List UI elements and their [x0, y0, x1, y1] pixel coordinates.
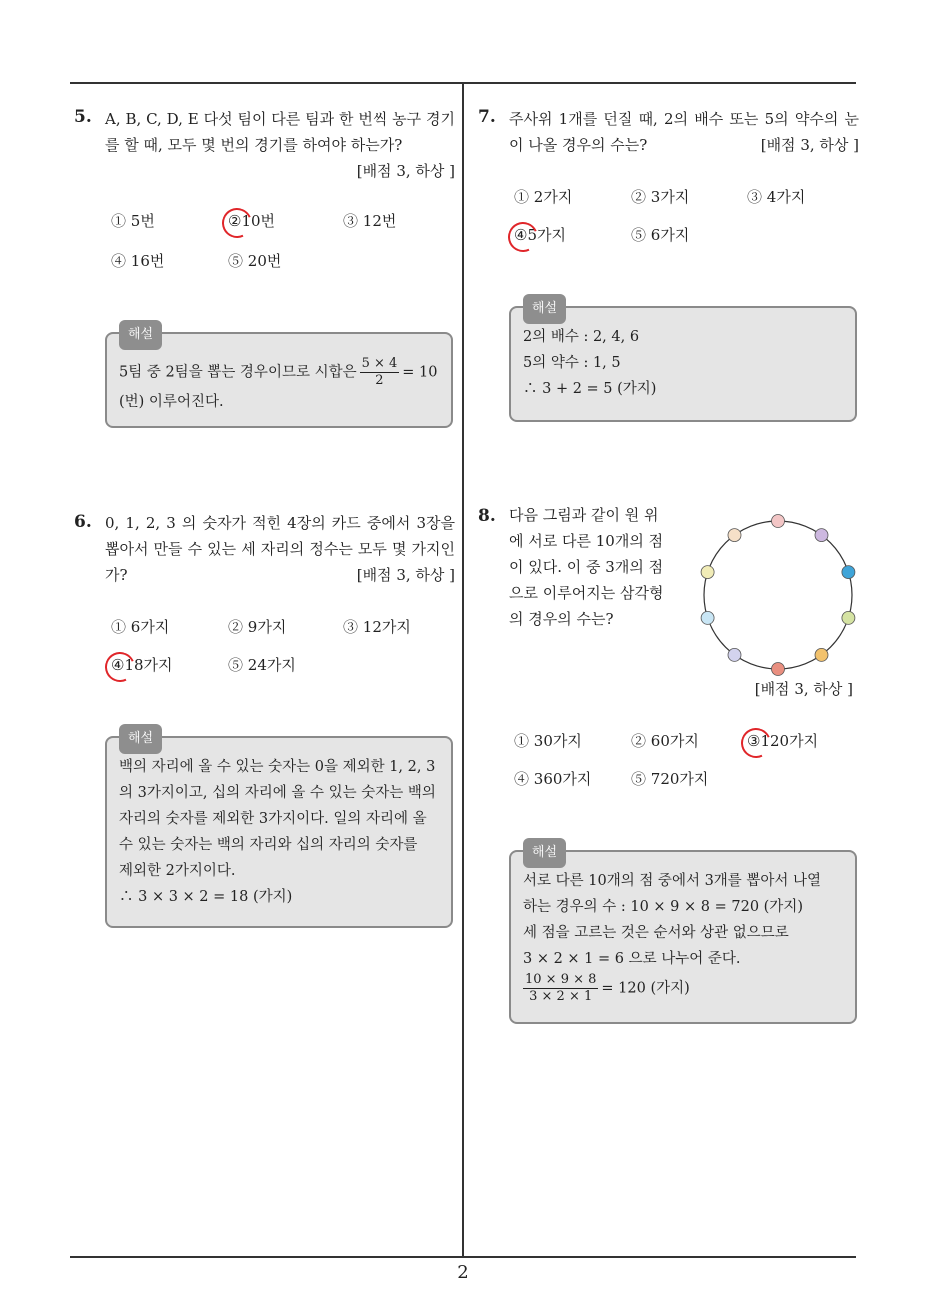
- choice-5[interactable]: ⑤ 24가지: [228, 656, 296, 674]
- choice-3[interactable]: ③ 12가지: [343, 618, 411, 636]
- question-number: 6.: [74, 512, 92, 532]
- circle-point: [842, 611, 855, 624]
- answer-circle-mark: [101, 648, 139, 686]
- solution-tab: 해설: [523, 294, 566, 324]
- answer-circle-mark: [504, 218, 542, 256]
- circle-point: [701, 611, 714, 624]
- score-meta: [배점 3, 하상 ]: [356, 566, 455, 584]
- bottom-rule: [70, 1256, 856, 1258]
- choice-5[interactable]: ⑤ 6가지: [631, 226, 690, 244]
- choice-3[interactable]: ③ 4가지: [747, 188, 806, 206]
- solution-tab: 해설: [119, 320, 162, 350]
- column-divider: [462, 82, 464, 1257]
- choice-5[interactable]: ⑤ 20번: [228, 252, 282, 270]
- circle-diagram: [693, 510, 863, 680]
- circle-point: [701, 566, 714, 579]
- choice-4[interactable]: ④ 360가지: [514, 770, 592, 788]
- choice-1[interactable]: ① 6가지: [111, 618, 170, 636]
- solution-box: 해설 5팀 중 2팀을 뽑는 경우이므로 시합은 $\frac{5 \times 4}{2}$ = 10 (번) 이루어진다.: [105, 332, 453, 428]
- choice-4[interactable]: ④18가지: [111, 654, 173, 675]
- choice-4[interactable]: ④5가지: [514, 224, 566, 245]
- circle-point: [728, 529, 741, 542]
- solution-box: 해설 백의 자리에 올 수 있는 숫자는 0을 제외한 1, 2, 3 의 3가지이고, 십의 자리에 올 수 있는 숫자는 백의 자리의 숫자를 제외한 3가지이다. 일의 자리에 올 수 있는 숫자는 백의 자리와 십의 자리의 숫자를 제외한 2가지이다. ∴ 3 × 3 × 2 = 18 (가지): [105, 736, 453, 928]
- question-number: 5.: [74, 107, 92, 127]
- question-text: A, B, C, D, E 다섯 팀이 다른 팀과 한 번씩 농구 경기를 할 때, 모두 몇 번의 경기를 하여야 하는가?: [105, 110, 455, 154]
- circle-point: [728, 648, 741, 661]
- page-number: 2: [457, 1262, 469, 1283]
- choice-5[interactable]: ⑤ 720가지: [631, 770, 709, 788]
- score-meta: [배점 3, 하상 ]: [760, 136, 859, 154]
- choice-2[interactable]: ② 3가지: [631, 188, 690, 206]
- score-meta: [배점 3, 하상 ]: [356, 162, 455, 180]
- question-text: 0, 1, 2, 3 의 숫자가 적힌 4장의 카드 중에서 3장을 뽑아서 만들 수 있는 세 자리의 정수는 모두 몇 가지인가?: [105, 514, 455, 584]
- solution-box: 해설 서로 다른 10개의 점 중에서 3개를 뽑아서 나열 하는 경우의 수 : 10 × 9 × 8 = 720 (가지) 세 점을 고르는 것은 순서와 상관 없으므로 3 × 2 × 1 = 6 으로 나누어 준다. $\frac{10 \times 9 \times 8}{3 \times 2 \times 1}$ = 120 (가지): [509, 850, 857, 1024]
- circle: [704, 521, 852, 669]
- circle-point: [772, 663, 785, 676]
- question-number: 7.: [478, 107, 496, 127]
- score-meta: [배점 3, 하상 ]: [754, 680, 853, 698]
- question-text: 주사위 1개를 던질 때, 2의 배수 또는 5의 약수의 눈이 나올 경우의 수는?: [509, 110, 859, 154]
- solution-box: 해설 2의 배수 : 2, 4, 6 5의 약수 : 1, 5 ∴ 3 + 2 = 5 (가지): [509, 306, 857, 422]
- fraction: $\frac{10 \times 9 \times 8}{3 \times 2 \times 1}$: [525, 972, 597, 1004]
- circle-point: [772, 515, 785, 528]
- choice-1[interactable]: ① 5번: [111, 212, 155, 230]
- answer-circle-mark: [737, 724, 775, 762]
- choice-4[interactable]: ④ 16번: [111, 252, 165, 270]
- circle-point: [815, 529, 828, 542]
- choice-1[interactable]: ① 2가지: [514, 188, 573, 206]
- choice-2[interactable]: ② 9가지: [228, 618, 287, 636]
- choice-2[interactable]: ②10번: [228, 210, 275, 231]
- choice-2[interactable]: ② 60가지: [631, 732, 699, 750]
- question-number: 8.: [478, 506, 496, 526]
- fraction: $\frac{5 \times 4}{2}$: [361, 356, 398, 388]
- solution-tab: 해설: [523, 838, 566, 868]
- choice-3[interactable]: ③120가지: [747, 730, 818, 751]
- answer-circle-mark: [218, 204, 256, 242]
- solution-tab: 해설: [119, 724, 162, 754]
- choice-1[interactable]: ① 30가지: [514, 732, 582, 750]
- circle-point: [815, 648, 828, 661]
- circle-point: [842, 566, 855, 579]
- choice-3[interactable]: ③ 12번: [343, 212, 397, 230]
